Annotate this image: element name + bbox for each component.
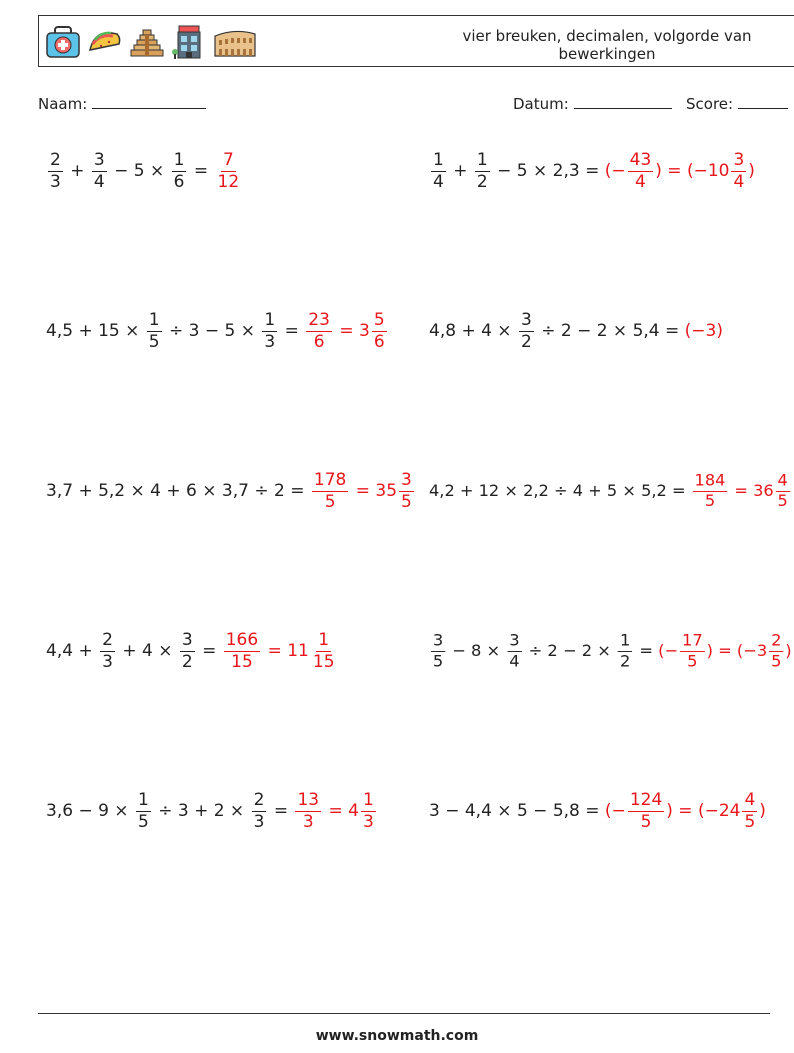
worksheet-title: vier breuken, decimalen, volgorde van bewerkingen	[462, 27, 752, 63]
numerator: 166	[225, 629, 259, 650]
footer-divider	[38, 1013, 770, 1014]
denominator: 5	[687, 651, 698, 671]
problem-9	[46, 783, 378, 839]
numerator: 4	[744, 789, 756, 810]
answer-fraction	[628, 790, 664, 833]
answer-text: ) = (−24	[666, 801, 741, 821]
denominator: 5	[401, 491, 412, 512]
score-field	[686, 94, 788, 113]
numerator: 1	[476, 149, 488, 170]
numerator: 3	[181, 629, 193, 650]
fraction	[431, 630, 445, 671]
expression-text: 4,8 + 4 ×	[429, 321, 517, 341]
numerator: 2	[102, 629, 113, 650]
expression-text: 3,6 − 9 ×	[46, 801, 134, 821]
expression-text: + 4 ×	[116, 641, 178, 661]
answer-text: (−	[604, 161, 626, 181]
fraction	[252, 790, 267, 833]
answer-text: (−	[658, 641, 679, 661]
answer-text: = 3	[333, 321, 370, 341]
answer-fraction	[306, 310, 332, 353]
numerator: 1	[173, 149, 185, 170]
expression-text: =	[279, 321, 305, 341]
answer-fraction	[628, 150, 654, 193]
problem-8	[429, 624, 792, 678]
answer-fraction	[224, 630, 260, 673]
expression-text: 4,5 + 15 ×	[46, 321, 145, 341]
answer-fraction	[312, 470, 348, 513]
footer-url: www.snowmath.com	[315, 1028, 479, 1044]
denominator: 5	[432, 651, 444, 671]
answer-text: = 36	[729, 481, 774, 501]
date-blank[interactable]	[574, 94, 672, 109]
denominator: 3	[253, 811, 265, 832]
numerator: 3	[509, 630, 520, 650]
expression-text: +	[447, 161, 473, 181]
answer-text: = 4	[323, 801, 359, 821]
denominator: 3	[50, 171, 61, 192]
denominator: 2	[520, 331, 532, 352]
denominator: 5	[704, 491, 716, 511]
taco-icon	[87, 22, 123, 62]
numerator: 1	[137, 789, 149, 810]
denominator: 5	[640, 811, 652, 832]
answer-text: (−3)	[684, 321, 723, 341]
numerator: 1	[363, 789, 374, 810]
fraction	[48, 150, 63, 193]
numerator: 23	[308, 309, 330, 330]
denominator: 15	[231, 651, 253, 672]
denominator: 6	[173, 171, 185, 192]
numerator: 1	[148, 309, 160, 330]
expression-text: 4,4 +	[46, 641, 99, 661]
date-label: Datum:	[513, 95, 569, 113]
answer-text: ) = (−10	[655, 161, 730, 181]
denominator: 2	[476, 171, 488, 192]
numerator: 2	[253, 789, 265, 810]
answer-fraction	[372, 310, 387, 353]
fraction	[519, 310, 534, 353]
denominator: 5	[324, 491, 336, 512]
score-label: Score:	[686, 95, 734, 113]
problem-10	[429, 783, 766, 839]
name-field	[38, 94, 206, 113]
answer-fraction	[311, 630, 337, 673]
numerator: 1	[619, 630, 631, 650]
denominator: 3	[264, 331, 276, 352]
numerator: 4	[777, 470, 788, 490]
numerator: 3	[520, 309, 532, 330]
numerator: 43	[629, 149, 652, 170]
numerator: 3	[93, 149, 105, 170]
answer-fraction	[399, 470, 414, 513]
problem-5	[46, 463, 416, 519]
answer-text: = 35	[350, 481, 398, 501]
numerator: 178	[313, 469, 347, 490]
name-label: Naam:	[38, 95, 88, 113]
denominator: 5	[148, 331, 160, 352]
fraction	[180, 630, 195, 673]
denominator: 2	[619, 651, 631, 671]
expression-text: =	[268, 801, 294, 821]
pyramid-icon	[129, 22, 165, 62]
numerator: 7	[222, 149, 234, 170]
numerator: 1	[318, 629, 330, 650]
denominator: 5	[771, 651, 782, 671]
fraction	[262, 310, 277, 353]
denominator: 5	[744, 811, 756, 832]
answer-fraction	[742, 790, 757, 833]
answer-fraction	[769, 630, 783, 671]
denominator: 12	[217, 171, 240, 192]
numerator: 5	[373, 309, 385, 330]
numerator: 3	[733, 149, 745, 170]
answer-text: = 11	[262, 641, 309, 661]
answer-fraction	[295, 790, 321, 833]
fraction	[147, 310, 162, 353]
numerator: 1	[264, 309, 276, 330]
denominator: 5	[137, 811, 149, 832]
fraction	[92, 150, 107, 193]
answer-text: )	[785, 641, 792, 661]
numerator: 17	[682, 630, 703, 650]
answer-fraction	[731, 150, 746, 193]
expression-text: ÷ 3 + 2 ×	[152, 801, 250, 821]
numerator: 1	[433, 149, 444, 170]
numerator: 184	[694, 470, 726, 490]
expression-text: 4,2 + 12 × 2,2 ÷ 4 + 5 × 5,2 =	[429, 481, 691, 501]
worksheet-header	[38, 15, 794, 67]
answer-text: )	[759, 801, 766, 821]
problem-1	[46, 143, 243, 199]
answer-text: (−	[604, 801, 626, 821]
numerator: 2	[50, 149, 61, 170]
expression-text: 3,7 + 5,2 × 4 + 6 × 3,7 ÷ 2 =	[46, 481, 310, 501]
fraction	[475, 150, 490, 193]
denominator: 6	[313, 331, 325, 352]
numerator: 3	[401, 469, 412, 490]
expression-text: ÷ 2 − 2 ×	[523, 641, 617, 661]
denominator: 2	[181, 651, 193, 672]
fraction	[136, 790, 151, 833]
denominator: 5	[777, 491, 788, 511]
problem-7	[46, 623, 339, 679]
date-field	[513, 94, 672, 113]
expression-text: ÷ 3 − 5 ×	[163, 321, 261, 341]
denominator: 3	[302, 811, 314, 832]
expression-text: =	[196, 641, 222, 661]
expression-text: 3 − 4,4 × 5 − 5,8 =	[429, 801, 605, 821]
score-blank[interactable]	[738, 94, 788, 109]
problem-3	[46, 303, 389, 359]
denominator: 4	[733, 171, 745, 192]
fraction	[100, 630, 115, 673]
header-icons	[45, 22, 257, 62]
problem-2	[429, 143, 755, 199]
numerator: 124	[629, 789, 663, 810]
answer-fraction	[361, 790, 376, 833]
denominator: 3	[363, 811, 374, 832]
expression-text: ÷ 2 − 2 × 5,4 =	[535, 321, 685, 341]
answer-fraction	[776, 471, 790, 512]
problem-4	[429, 303, 723, 359]
answer-fraction	[693, 471, 728, 512]
colosseum-icon	[213, 22, 257, 62]
first-aid-kit-icon	[45, 22, 81, 62]
building-icon	[171, 22, 207, 62]
denominator: 4	[93, 171, 105, 192]
answer-fraction	[680, 630, 705, 671]
expression-text: +	[64, 161, 90, 181]
answer-fraction	[216, 150, 242, 193]
denominator: 4	[433, 171, 444, 192]
denominator: 15	[312, 651, 335, 672]
name-blank[interactable]	[92, 94, 206, 109]
fraction	[172, 150, 187, 193]
numerator: 3	[432, 630, 444, 650]
denominator: 3	[102, 651, 113, 672]
numerator: 2	[771, 630, 782, 650]
problem-6	[429, 464, 792, 517]
denominator: 4	[635, 171, 646, 192]
expression-text: =	[188, 161, 214, 181]
expression-text: − 8 ×	[447, 641, 506, 661]
denominator: 4	[509, 651, 520, 671]
fraction	[507, 630, 521, 671]
answer-text: )	[748, 161, 755, 181]
fraction	[431, 150, 446, 193]
expression-text: =	[634, 641, 659, 661]
fraction	[618, 630, 632, 671]
expression-text: − 5 ×	[108, 161, 170, 181]
denominator: 6	[373, 331, 385, 352]
expression-text: − 5 × 2,3 =	[491, 161, 605, 181]
numerator: 13	[297, 789, 320, 810]
answer-text: ) = (−3	[706, 641, 768, 661]
